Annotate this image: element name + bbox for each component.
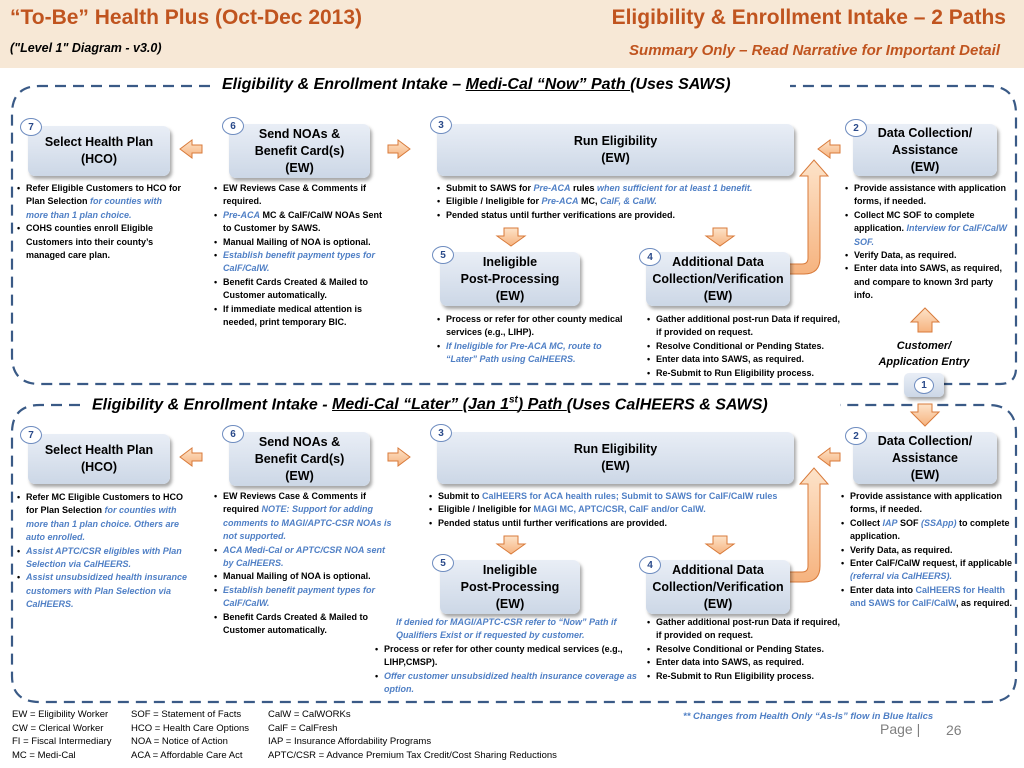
box-send-noas-later: Send NOAs & Benefit Card(s) (EW): [229, 432, 370, 486]
box-run-eligibility-now: Run Eligibility (EW): [437, 124, 794, 176]
bullet: • Submit to SAWS for Pre-ACA rules when sufficient for at least 1 benefit.: [436, 182, 808, 195]
bullet: • Manual Mailing of NOA is optional.: [213, 236, 389, 249]
legend-col3: CalW = CalWORKs CalF = CalFresh IAP = Insurance Affordability Programs APTC/CSR = Advance Premium Tax Credit/Cost Sharing Reductions: [268, 709, 557, 761]
bullet: • Re-Submit to Run Eligibility process.: [646, 670, 846, 683]
page-label: Page |: [880, 721, 921, 737]
arrow-3-to-4-later: [706, 536, 734, 554]
bullet: • Gather additional post-run Data if required, if provided on request.: [646, 313, 846, 340]
bullets-box6-now: [213, 182, 389, 329]
bullet: • Assist APTC/CSR eligibles with Plan Selection via CalHEERS.: [16, 545, 188, 572]
arrow-3-to-5-now: [497, 228, 525, 246]
title-left: “To-Be” Health Plus (Oct-Dec 2013): [10, 6, 363, 29]
arrow-2-to-3-later: [818, 448, 840, 466]
bullet: • Refer Eligible Customers to HCO for Plan Selection for counties with more than 1 plan choice.: [16, 182, 184, 222]
bullet: • EW Reviews Case & Comments if required.: [213, 182, 389, 209]
arrow-entry-up: [911, 308, 939, 332]
bullet: • Resolve Conditional or Pending States.: [646, 340, 846, 353]
bullets-box3-later: [428, 490, 818, 530]
bullet: • Pended status until further verifications are provided.: [428, 517, 818, 530]
step-badge-1: 1: [914, 377, 934, 394]
ineligible-note-later: If denied for MAGI/APTC-CSR refer to “Now” Path if Qualifiers Exist or if requested by customer.: [396, 617, 617, 641]
bullets-box5-now: [436, 313, 630, 367]
bullet: • Enter data into SAWS, as required, and compare to known 3rd party info.: [844, 262, 1012, 302]
bullet: • EW Reviews Case & Comments if required NOTE: Support for adding comments to MAGI/APTC-CSR NOAs is not supported.: [213, 490, 393, 544]
bullet: • Enter data into CalHEERS for Health and SAWS for CalF/CalW, as required.: [840, 584, 1018, 611]
step-badge-3-later: 3: [430, 424, 452, 442]
bullet: • If Ineligible for Pre-ACA MC, route to “Later” Path using CalHEERS.: [436, 340, 630, 367]
step-badge-5-now: 5: [432, 246, 454, 264]
bullet: • Benefit Cards Created & Mailed to Customer automatically.: [213, 276, 389, 303]
box-send-noas-now: Send NOAs & Benefit Card(s) (EW): [229, 124, 370, 178]
step-badge-6-now: 6: [222, 117, 244, 135]
step-badge-6-later: 6: [222, 425, 244, 443]
box-select-health-plan-now: Select Health Plan (HCO): [28, 126, 170, 176]
bullet: • Collect IAP SOF (SSApp) to complete application.: [840, 517, 1018, 544]
box-additional-data-now: Additional Data Collection/Verification (EW): [646, 252, 790, 306]
bullet: • Pended status until further verifications are provided.: [436, 209, 808, 222]
step-badge-4-now: 4: [639, 248, 661, 266]
bullet: • Enter data into SAWS, as required.: [646, 353, 846, 366]
bullet: • Submit to CalHEERS for ACA health rules; Submit to SAWS for CalF/CalW rules: [428, 490, 818, 503]
step-badge-4-later: 4: [639, 556, 661, 574]
legend-col2: SOF = Statement of Facts HCO = Health Care Options NOA = Notice of Action ACA = Affordable Care Act: [131, 709, 250, 761]
step-badge-7-now: 7: [20, 118, 42, 136]
bullet: • Assist unsubsidized health insurance customers with Plan Selection via CalHEERS.: [16, 571, 188, 611]
bullet: • Collect MC SOF to complete application. Interview for CalF/CalW SOF.: [844, 209, 1012, 249]
bullet: • Gather additional post-run Data if required, if provided on request.: [646, 616, 846, 643]
bullet: • Pre-ACA MC & CalF/CalW NOAs Sent to Customer by SAWS.: [213, 209, 389, 236]
arrow-3-to-5-later: [497, 536, 525, 554]
bullets-box4-now: [646, 313, 846, 380]
subtitle-left: ("Level 1" Diagram - v3.0): [10, 41, 162, 55]
bullet: • Process or refer for other county medical services (e.g., LIHP,CMSP).: [374, 643, 642, 670]
bullet: • Provide assistance with application forms, if needed.: [840, 490, 1018, 517]
bullet: • ACA Medi-Cal or APTC/CSR NOA sent by CalHEERS.: [213, 544, 393, 571]
bullet: • Establish benefit payment types for CalF/CalW.: [213, 584, 393, 611]
arrow-2-to-3-now: [818, 140, 840, 158]
bullets-box4-later: [646, 616, 846, 683]
bullet: • Verify Data, as required.: [844, 249, 1012, 262]
arrow-3-to-4-now: [706, 228, 734, 246]
bullet: • Enter CalF/CalW request, if applicable (referral via CalHEERS).: [840, 557, 1018, 584]
bullet: • Benefit Cards Created & Mailed to Customer automatically.: [213, 611, 393, 638]
page-number: 26: [946, 722, 962, 738]
arrow-entry-down: [911, 404, 939, 426]
box-data-collection-later: Data Collection/ Assistance (EW): [853, 432, 997, 484]
box-ineligible-later: Ineligible Post-Processing (EW): [440, 560, 580, 614]
bullets-box7-later: [16, 491, 188, 612]
arrow-3-to-6-later: [388, 448, 410, 466]
box-data-collection-now: Data Collection/ Assistance (EW): [853, 124, 997, 176]
box-ineligible-now: Ineligible Post-Processing (EW): [440, 252, 580, 306]
bullet: • Resolve Conditional or Pending States.: [646, 643, 846, 656]
bullet: • Refer MC Eligible Customers to HCO for Plan Selection for counties with more than 1 plan choice. Others are auto enrolled.: [16, 491, 188, 545]
bullet: • Offer customer unsubsidized health insurance coverage as option.: [374, 670, 642, 697]
entry-step-box: [904, 373, 944, 397]
changes-note: ** Changes from Health Only “As-Is” flow in Blue Italics: [683, 711, 934, 722]
box-select-health-plan-later: Select Health Plan (HCO): [28, 434, 170, 484]
bullets-box6-later: [213, 490, 393, 637]
bullets-box7-now: [16, 182, 184, 262]
bullet: • COHS counties enroll Eligible Customers into their county’s managed care plan.: [16, 222, 184, 262]
box-run-eligibility-later: Run Eligibility (EW): [437, 432, 794, 484]
bullet: • Eligible / Ineligible for Pre-ACA MC, CalF, & CalW.: [436, 195, 808, 208]
bullet: • Establish benefit payment types for CalF/CalW.: [213, 249, 389, 276]
step-badge-2-now: 2: [845, 119, 867, 137]
arrow-6-to-7-now: [180, 140, 202, 158]
bullets-box5-later: [374, 643, 642, 697]
title-right: Eligibility & Enrollment Intake – 2 Paths: [611, 6, 1006, 29]
bullet: • Eligible / Ineligible for MAGI MC, APTC/CSR, CalF and/or CalW.: [428, 503, 818, 516]
step-badge-2-later: 2: [845, 427, 867, 445]
bullet: • Process or refer for other county medical services (e.g., LIHP).: [436, 313, 630, 340]
bullet: • Manual Mailing of NOA is optional.: [213, 570, 393, 583]
arrow-3-to-6-now: [388, 140, 410, 158]
bullets-box2-now: [844, 182, 1012, 303]
customer-entry-label: Customer/ Application Entry: [878, 340, 970, 368]
bullet: • Provide assistance with application forms, if needed.: [844, 182, 1012, 209]
bullets-box2-later: [840, 490, 1018, 611]
bullet: • If immediate medical attention is needed, print temporary BIC.: [213, 303, 389, 330]
bullet: • Enter data into SAWS, as required.: [646, 656, 846, 669]
box-additional-data-later: Additional Data Collection/Verification (EW): [646, 560, 790, 614]
arrow-6-to-7-later: [180, 448, 202, 466]
bullet: • Verify Data, as required.: [840, 544, 1018, 557]
step-badge-5-later: 5: [432, 554, 454, 572]
step-badge-3-now: 3: [430, 116, 452, 134]
legend-col1: EW = Eligibility Worker CW = Clerical Worker FI = Fiscal Intermediary MC = Medi-Cal: [12, 709, 112, 761]
subtitle-right: Summary Only – Read Narrative for Important Detail: [629, 42, 1000, 59]
bullet: • Re-Submit to Run Eligibility process.: [646, 367, 846, 380]
bullets-box3-now: [436, 182, 808, 222]
step-badge-7-later: 7: [20, 426, 42, 444]
lane-later-title: Eligibility & Enrollment Intake - Medi-Cal “Later” (Jan 1st) Path (Uses CalHEERS & SAWS): [88, 395, 772, 414]
lane-now-title: Eligibility & Enrollment Intake – Medi-Cal “Now” Path (Uses SAWS): [218, 76, 735, 94]
